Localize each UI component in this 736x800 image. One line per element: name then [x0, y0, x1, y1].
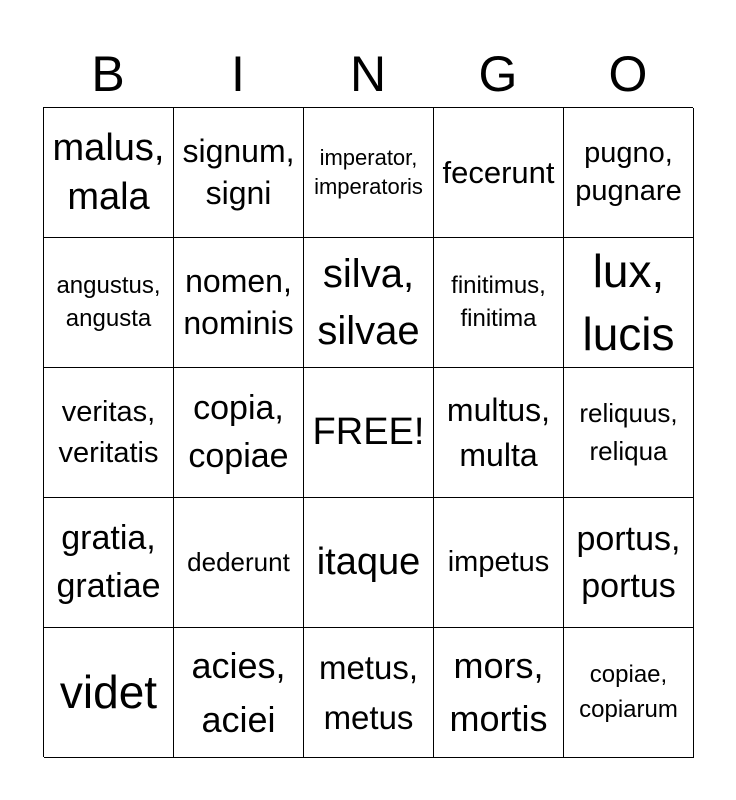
bingo-cell[interactable] — [44, 368, 174, 498]
bingo-header — [43, 42, 693, 106]
cell-text-line: angustus, — [56, 271, 161, 299]
bingo-cell[interactable] — [434, 628, 564, 758]
bingo-cell[interactable] — [304, 238, 434, 368]
cell-text-line: lucis — [582, 307, 675, 360]
cell-text-line: copiae — [188, 436, 289, 475]
bingo-cell[interactable] — [434, 368, 564, 498]
cell-text-line: videt — [59, 665, 158, 718]
bingo-cell[interactable] — [44, 628, 174, 758]
cell-text-line: finitima — [460, 304, 537, 332]
bingo-cell[interactable] — [564, 238, 694, 368]
cell-text-line: pugno, — [584, 137, 673, 170]
cell-text-line: veritatis — [58, 436, 159, 469]
cell-text-line: portus — [581, 566, 676, 605]
bingo-cell[interactable] — [44, 108, 174, 238]
bingo-cell[interactable] — [564, 368, 694, 498]
cell-text-line: multa — [459, 436, 538, 473]
bingo-cell[interactable] — [44, 238, 174, 368]
bingo-cell[interactable] — [564, 498, 694, 628]
header-letter-g: G — [478, 46, 518, 102]
cell-text-line: metus — [323, 698, 414, 736]
cell-text-line: signum, — [182, 132, 295, 169]
bingo-cell[interactable] — [174, 368, 304, 498]
cell-text-line: portus, — [576, 519, 681, 558]
bingo-cell[interactable] — [304, 498, 434, 628]
cell-text-line: imperator, — [319, 145, 418, 171]
cell-text-line: angusta — [65, 304, 152, 332]
cell-text-line: metus, — [318, 649, 419, 686]
header-letter-n: N — [349, 46, 387, 102]
cell-text-line: copiarum — [579, 695, 678, 723]
bingo-card-grid — [43, 107, 693, 757]
cell-text-line: veritas, — [61, 395, 156, 428]
cell-text-line: fecerunt — [442, 154, 555, 190]
cell-text-line: pugnare — [575, 174, 682, 207]
cell-text-line: itaque — [316, 540, 421, 583]
cell-text-line: reliquus, — [579, 397, 678, 428]
cell-text-line: copiae, — [589, 660, 668, 688]
bingo-cell[interactable] — [564, 108, 694, 238]
cell-text-line: silvae — [317, 308, 420, 353]
bingo-cell[interactable] — [174, 498, 304, 628]
cell-text-line: copia, — [193, 388, 284, 427]
cell-text-line: signi — [205, 174, 272, 211]
bingo-cell[interactable] — [564, 628, 694, 758]
bingo-cell[interactable] — [44, 498, 174, 628]
bingo-cell[interactable] — [304, 108, 434, 238]
cell-text-line: FREE! — [312, 410, 425, 453]
cell-text-line: gratia, — [61, 518, 156, 557]
cell-text-line: multus, — [446, 391, 551, 428]
cell-text-line: acies, — [191, 644, 286, 686]
cell-text-line: mors, — [453, 645, 544, 687]
cell-text-line: nomen, — [185, 262, 292, 299]
bingo-cell[interactable] — [174, 108, 304, 238]
cell-text-line: dederunt — [187, 546, 290, 577]
bingo-cell[interactable] — [434, 108, 564, 238]
header-letter-i: I — [231, 46, 245, 102]
cell-text-line: malus, — [52, 126, 165, 169]
cell-text-line: finitimus, — [451, 271, 546, 299]
header-letter-b: B — [91, 46, 125, 102]
bingo-cell[interactable] — [174, 628, 304, 758]
bingo-cell[interactable] — [304, 628, 434, 758]
free-space-cell[interactable] — [304, 368, 434, 498]
bingo-cell[interactable] — [174, 238, 304, 368]
cell-text-line: mala — [67, 175, 150, 218]
bingo-cell[interactable] — [434, 498, 564, 628]
cell-text-line: lux, — [592, 245, 665, 298]
cell-text-line: imperatoris — [314, 173, 423, 199]
cell-text-line: gratiae — [56, 566, 161, 605]
cell-text-line: reliqua — [589, 435, 668, 466]
cell-text-line: aciei — [201, 698, 276, 740]
header-letter-o: O — [608, 46, 648, 102]
cell-text-line: nominis — [183, 304, 294, 341]
cell-text-line: mortis — [449, 697, 548, 739]
bingo-cell[interactable] — [434, 238, 564, 368]
cell-text-line: silva, — [322, 251, 415, 296]
cell-text-line: impetus — [447, 546, 550, 579]
